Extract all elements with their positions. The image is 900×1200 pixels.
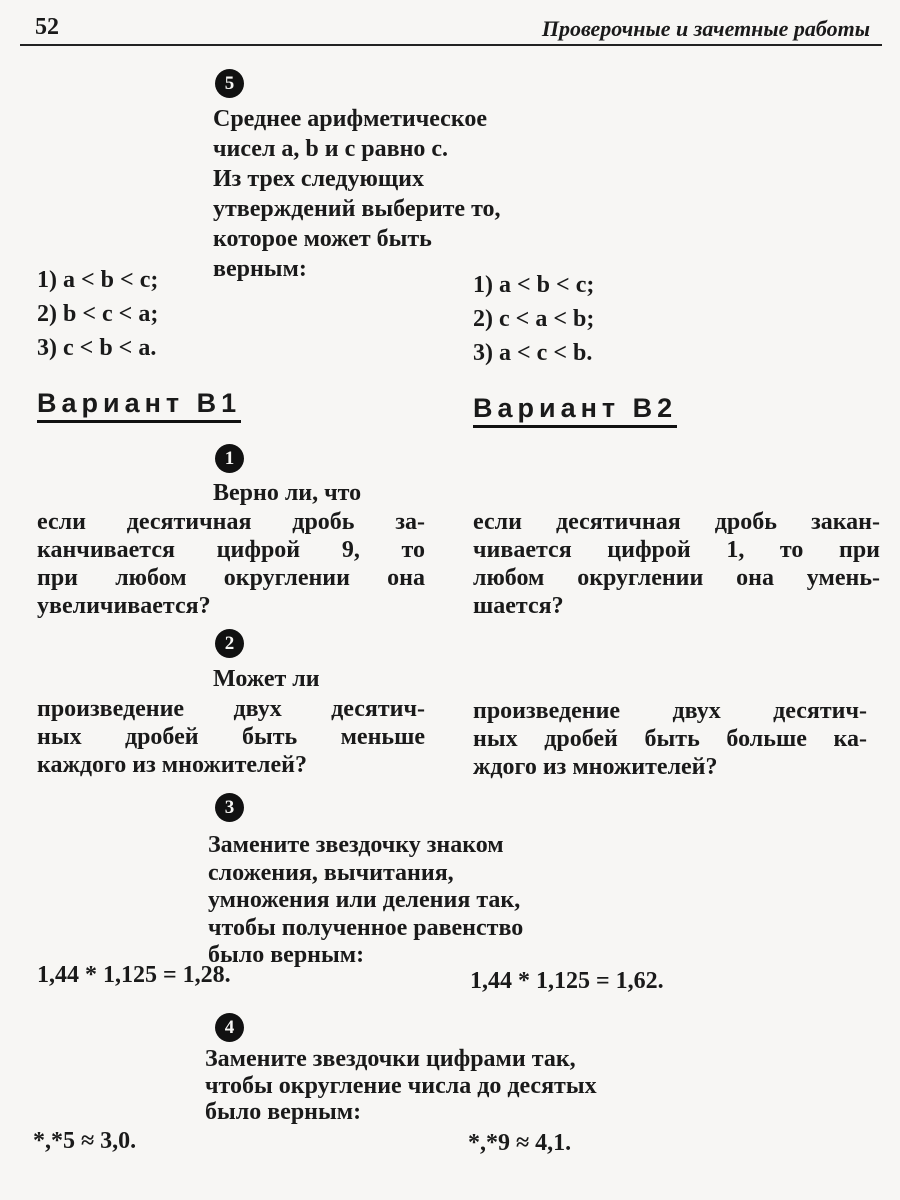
task3-text xyxy=(208,832,523,970)
text-line: было верным: xyxy=(208,942,365,968)
text-line: произведение двух десятич- xyxy=(37,696,425,722)
text-line: шается? xyxy=(473,593,564,619)
running-header-title: Проверочные и зачетные работы xyxy=(541,16,870,41)
option: 2) b < c < a; xyxy=(37,301,159,327)
option: 3) a < c < b. xyxy=(473,340,593,366)
text-line: верным: xyxy=(213,256,307,282)
text-line: Среднее арифметическое xyxy=(213,106,487,132)
text-line: ных дробей быть больше ка- xyxy=(473,726,867,752)
text-line: сложения, вычитания, xyxy=(208,859,454,886)
task2-lead: Может ли xyxy=(213,666,320,692)
text-line: если десятичная дробь закан- xyxy=(473,509,880,535)
task2-b1-text xyxy=(37,695,425,779)
text-line: ждого из множителей? xyxy=(473,754,718,780)
text-line: любом округлении она умень- xyxy=(473,565,880,591)
task-number-badge: 4 xyxy=(215,1013,244,1042)
text-line: Замените звездочку знаком xyxy=(208,832,504,858)
text-line: ных дробей быть меньше xyxy=(37,724,425,750)
text-line: которое может быть xyxy=(213,226,432,252)
text-line: Из трех следующих xyxy=(213,166,424,192)
task-number-badge: 1 xyxy=(215,444,244,473)
text-line: если десятичная дробь за- xyxy=(37,509,425,535)
text-line: чивается цифрой 1, то при xyxy=(473,537,880,563)
task5-text xyxy=(213,104,501,284)
task2-b2-text xyxy=(473,697,867,781)
text-line: умножения или деления так, xyxy=(208,887,521,913)
option: 3) c < b < a. xyxy=(37,335,157,361)
text-line: чисел a, b и c равно c. xyxy=(213,136,449,162)
task-number-badge: 3 xyxy=(215,793,244,822)
option: 2) c < a < b; xyxy=(473,306,595,332)
page-number: 52 xyxy=(35,14,59,40)
text-line: чтобы полученное равенство xyxy=(208,914,524,941)
variant-b2-heading: Вариант В2 xyxy=(473,393,677,428)
text-line: утверждений выберите то, xyxy=(213,196,501,222)
variant-b1-heading: Вариант В1 xyxy=(37,388,241,423)
task4-text xyxy=(205,1046,597,1126)
text-line: произведение двух десятич- xyxy=(473,698,867,724)
task5-b2-options xyxy=(473,268,594,370)
task3-b1-expression: 1,44 * 1,125 = 1,28. xyxy=(37,962,231,988)
text-line: Замените звездочки цифрами так, xyxy=(205,1046,576,1072)
task4-b2-expression: *,*9 ≈ 4,1. xyxy=(468,1130,572,1156)
option: 1) a < b < c; xyxy=(37,267,159,293)
task-number-badge: 2 xyxy=(215,629,244,658)
text-line: чтобы округление числа до десятых xyxy=(205,1072,597,1099)
header-rule xyxy=(20,44,882,46)
task1-lead: Верно ли, что xyxy=(213,480,362,506)
task-number-badge: 5 xyxy=(215,69,244,98)
task5-b1-options xyxy=(37,263,158,365)
task1-b1-text xyxy=(37,508,425,620)
text-line: при любом округлении она xyxy=(37,565,425,591)
option: 1) a < b < c; xyxy=(473,272,595,298)
text-line: каждого из множителей? xyxy=(37,752,307,778)
task4-b1-expression: *,*5 ≈ 3,0. xyxy=(33,1128,137,1154)
text-line: было верным: xyxy=(205,1099,362,1125)
text-line: увеличивается? xyxy=(37,593,211,619)
task3-b2-expression: 1,44 * 1,125 = 1,62. xyxy=(470,968,664,994)
text-line: канчивается цифрой 9, то xyxy=(37,537,425,563)
task1-b2-text xyxy=(473,508,880,620)
